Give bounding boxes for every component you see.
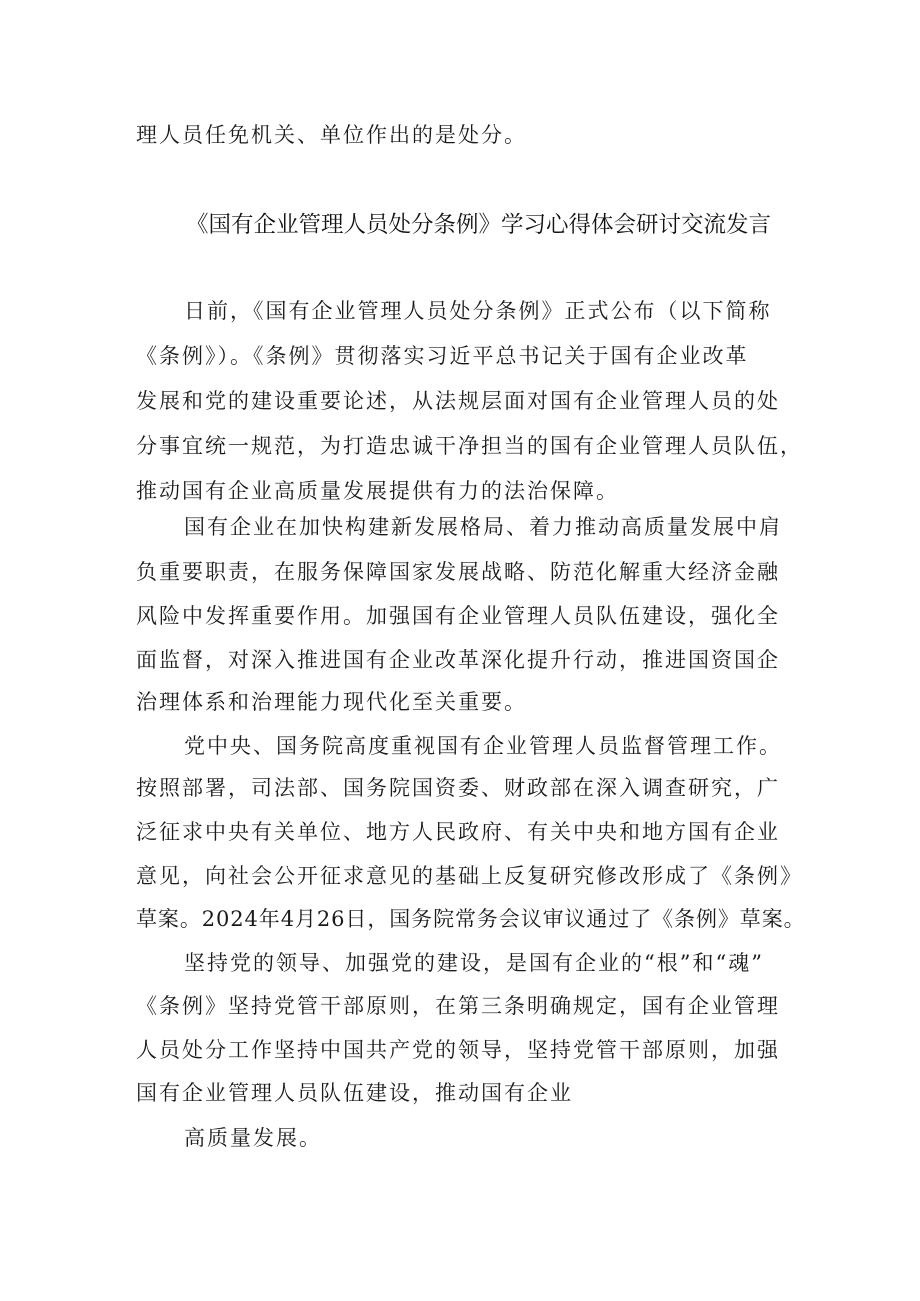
paragraph-line: 面监督，对深入推进国有企业改革深化提升行动，推进国资国企 xyxy=(136,648,780,672)
paragraph-line: 治理体系和治理能力现代化至关重要。 xyxy=(136,690,527,714)
paragraph-line: 草案。2024年4月26日，国务院常务会议审议通过了《条例》草案。 xyxy=(136,907,806,931)
paragraph-line: 风险中发挥重要作用。加强国有企业管理人员队伍建设，强化全 xyxy=(136,604,780,628)
paragraph-line: 坚持党的领导、加强党的建设，是国有企业的“根”和“魂” xyxy=(184,951,764,975)
paragraph-line: 意见，向社会公开征求意见的基础上反复研究修改形成了《条例》 xyxy=(136,864,803,888)
paragraph-line: 推动国有企业高质量发展提供有力的法治保障。 xyxy=(136,479,619,503)
paragraph-line: 国有企业在加快构建新发展格局、着力推动高质量发展中肩 xyxy=(184,515,782,539)
paragraph-line: 国有企业管理人员队伍建设，推动国有企业 xyxy=(136,1081,573,1105)
document-title: 《国有企业管理人员处分条例》学习心得体会研讨交流发言 xyxy=(186,212,772,238)
paragraph-line: 按照部署，司法部、国务院国资委、财政部在深入调查研究，广 xyxy=(136,776,780,800)
paragraph-line: 《条例》坚持党管干部原则，在第三条明确规定，国有企业管理 xyxy=(136,994,780,1018)
paragraph-line: 高质量发展。 xyxy=(184,1126,322,1150)
paragraph-line: 负重要职责，在服务保障国家发展战略、防范化解重大经济金融 xyxy=(136,560,780,584)
paragraph-line: 人员处分工作坚持中国共产党的领导，坚持党管干部原则，加强 xyxy=(136,1038,780,1062)
paragraph-line: 泛征求中央有关单位、地方人民政府、有关中央和地方国有企业 xyxy=(136,820,780,844)
paragraph-line: 发展和党的建设重要论述，从法规层面对国有企业管理人员的处 xyxy=(136,389,780,413)
paragraph-line: 分事宜统一规范，为打造忠诚干净担当的国有企业管理人员队伍， xyxy=(136,434,803,458)
paragraph-line: 《条例》）。《条例》贯彻落实习近平总书记关于国有企业改革 xyxy=(136,344,749,368)
paragraph-line: 日前，《国有企业管理人员处分条例》正式公布（以下简称 xyxy=(184,299,772,323)
paragraph-line: 党中央、国务院高度重视国有企业管理人员监督管理工作。 xyxy=(184,734,782,758)
continuation-text: 理人员任免机关、单位作出的是处分。 xyxy=(136,123,527,147)
